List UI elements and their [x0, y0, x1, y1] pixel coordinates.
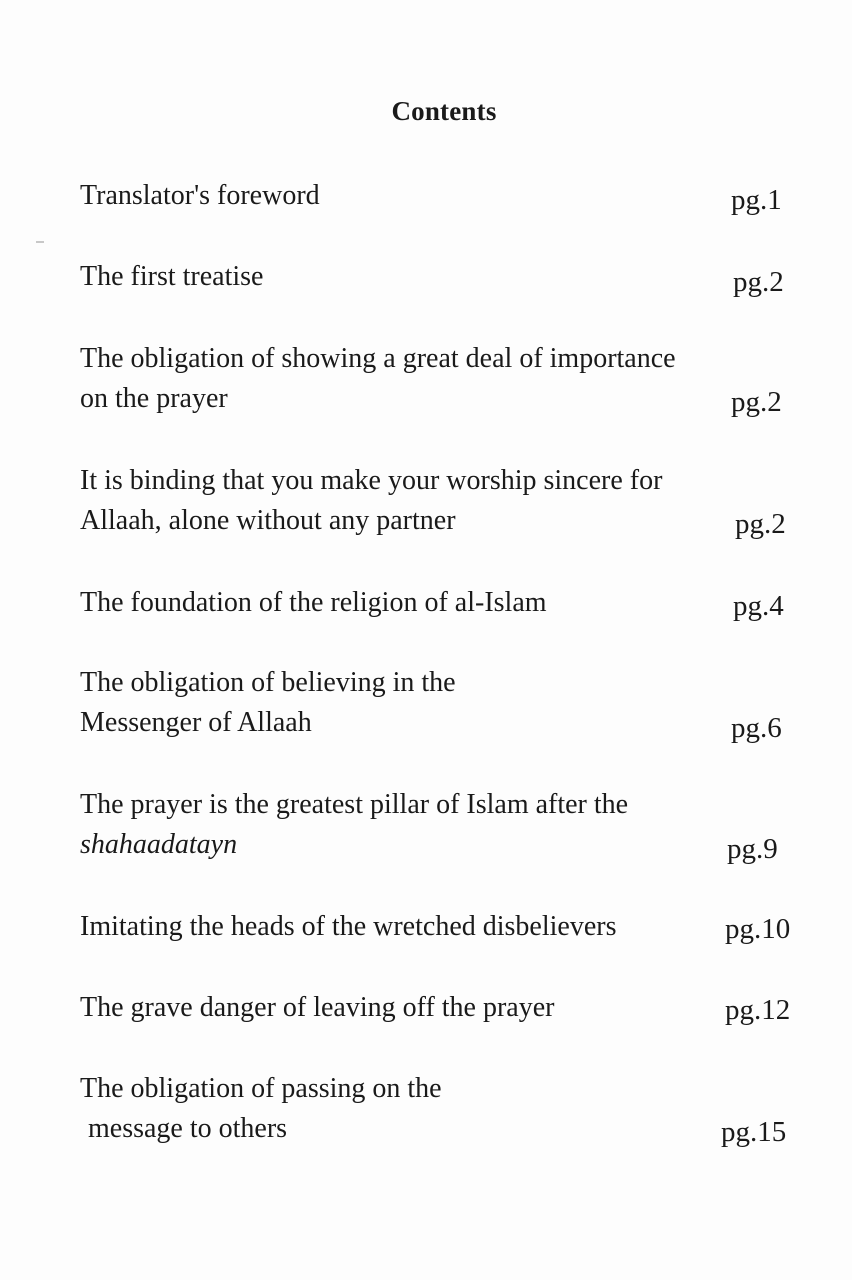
toc-page-number: pg.15: [721, 1116, 787, 1148]
toc-entry-text: The foundation of the religion of al-Islam: [80, 587, 547, 618]
toc-page-number: pg.10: [725, 913, 791, 945]
toc-entry-text: The obligation of believing in the: [80, 667, 456, 698]
toc-entry-text-continued: shahaadatayn: [80, 829, 238, 860]
toc-page-number: pg.2: [733, 266, 784, 298]
toc-entry-text-continued: on the prayer: [80, 383, 228, 414]
toc-page-number: pg.2: [731, 386, 782, 418]
toc-page-number: pg.1: [731, 184, 782, 216]
toc-entry-text-continued: Allaah, alone without any partner: [80, 505, 456, 536]
toc-entry-text-continued: Messenger of Allaah: [80, 707, 312, 738]
toc-entry-text: The first treatise: [80, 261, 264, 292]
toc-entry-text-continued: message to others: [88, 1113, 288, 1144]
toc-entry-text: The obligation of passing on the: [80, 1073, 442, 1104]
toc-entry-leaving-prayer: [80, 988, 554, 1028]
toc-entry-foundation-of-islam: [80, 583, 547, 623]
toc-entry-importance-of-prayer: [80, 339, 676, 419]
toc-entry-sincere-worship: [80, 461, 662, 541]
toc-entry-imitating-disbelievers: [80, 907, 616, 947]
page-title: Contents: [391, 96, 497, 126]
toc-entry-text: The prayer is the greatest pillar of Islam after the: [80, 789, 629, 820]
toc-entry-translators-foreword: [80, 176, 320, 216]
toc-entry-text: The grave danger of leaving off the prayer: [80, 992, 555, 1023]
toc-entry-text: Imitating the heads of the wretched disbelievers: [80, 911, 617, 942]
toc-page-number: pg.12: [725, 994, 791, 1026]
toc-entry-believing-in-messenger: [80, 663, 456, 743]
toc-entry-text: It is binding that you make your worship sincere for: [80, 465, 663, 496]
toc-page-number: pg.2: [735, 508, 786, 540]
toc-entry-greatest-pillar: [80, 785, 628, 865]
toc-entry-text: Translator's foreword: [80, 180, 320, 211]
toc-page-number: pg.9: [727, 833, 778, 865]
toc-entry-first-treatise: [80, 257, 263, 297]
toc-page-number: pg.6: [731, 712, 782, 744]
toc-entry-text: The obligation of showing a great deal of importance: [80, 343, 676, 374]
scan-mark: [36, 241, 44, 243]
toc-page-number: pg.4: [733, 590, 784, 622]
toc-entry-passing-message: [80, 1069, 442, 1149]
